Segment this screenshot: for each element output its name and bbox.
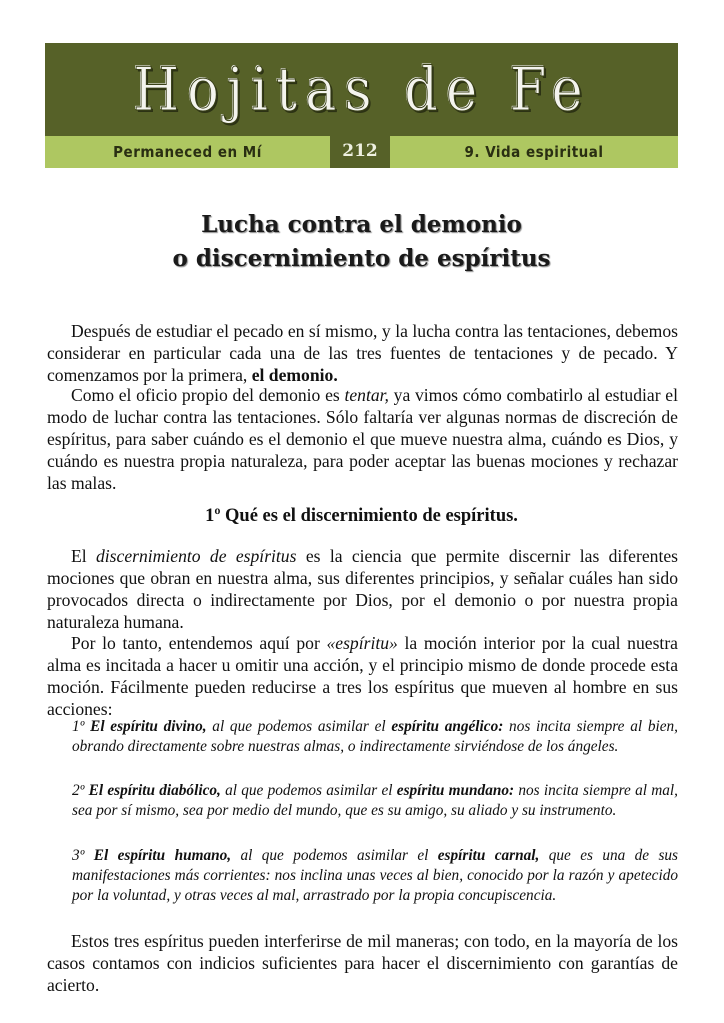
section-name: 9. Vida espiritual (464, 143, 604, 161)
list-term: El espíritu diabólico, (88, 782, 221, 799)
list-text: nos incita siempre al mal, sea por sí mismo, sea por medio del mundo, que es su amigo, su aliado y su instrumento. (72, 782, 679, 819)
emphasis-italic: discernimiento de espíritus (95, 546, 297, 566)
list-term: espíritu carnal, (437, 847, 540, 864)
issue-number: 212 (330, 134, 390, 168)
list-item (72, 781, 678, 821)
paragraph-5 (47, 930, 678, 996)
list-term: espíritu mundano: (396, 782, 515, 799)
paragraph-4 (47, 632, 678, 720)
list-text: al que podemos asimilar el (220, 782, 397, 799)
masthead-strip (45, 136, 678, 168)
masthead (45, 43, 678, 136)
title-line-1: Lucha contra el demonio (201, 211, 522, 238)
emphasis-italic: «espíritu» (326, 633, 398, 653)
paragraph-text: Estos tres espíritus pueden interferirse de mil maneras; con todo, en la mayoría de los casos contamos con indicios suficientes para hacer el discernimiento con garantías de acierto. (47, 931, 678, 995)
list-number: 2º (72, 782, 89, 799)
list-text: al que podemos asimilar el (231, 847, 438, 864)
paragraph-text: Después de estudiar el pecado en sí mismo, y la lucha contra las tentaciones, debemos considerar en particular cada una de las tres fuentes de tentaciones y de pecado. Y comenzamos por la primera, (47, 321, 678, 385)
paragraph-text: ya vimos cómo combatirlo al estudiar el modo de luchar contra las tentaciones. Sólo faltaría ver algunas normas de discreción de espíritus, para saber cuándo es el demonio el que mueve nuestra alma, cuándo es Dios, y cuándo es nuestra propia naturaleza, para poder aceptar las buenas mociones y rechazar las malas. (47, 385, 678, 493)
header-banner (45, 43, 678, 168)
section-heading: 1º Qué es el discernimiento de espíritus. (205, 506, 518, 526)
paragraph-1 (47, 320, 678, 386)
list-text: al que podemos asimilar el (206, 718, 392, 735)
paragraph-text: El (71, 546, 96, 566)
list-term: espíritu angélico: (391, 718, 504, 735)
list-text: que es una de sus manifestaciones más corrientes: nos inclina unas veces al bien, conocido por la razón y apetecido por la voluntad, y otras veces al mal, arrastrado por la propia concupiscencia. (72, 847, 679, 904)
list-text: nos incita siempre al bien, obrando directamente sobre nuestras almas, o indirectamente sirviéndose de los ángeles. (72, 718, 678, 755)
list-number: 1º (72, 718, 91, 735)
series-name: Permaneced en Mí (113, 143, 262, 161)
list-term: El espíritu humano, (93, 847, 232, 864)
list-item (72, 846, 678, 906)
paragraph-text: Por lo tanto, entendemos aquí por (71, 633, 327, 653)
list-item (72, 717, 678, 757)
title-line-2: o discernimiento de espíritus (172, 245, 551, 272)
paragraph-3 (47, 545, 678, 633)
paragraph-text: es la ciencia que permite discernir las diferentes mociones que obran en nuestra alma, sus diferentes principios, y señalar cuáles han sido provocados directa o indirectamente por Dios, por el demonio o por nuestra propia naturaleza humana. (47, 546, 678, 632)
publication-title: Hojitas de Fe (132, 54, 591, 125)
list-term: El espíritu divino, (90, 718, 207, 735)
emphasis-bold: el demonio. (251, 365, 338, 385)
emphasis-italic: tentar, (344, 385, 389, 405)
paragraph-text: Como el oficio propio del demonio es (71, 385, 345, 405)
article-title (45, 208, 678, 276)
list-number: 3º (72, 847, 94, 864)
paragraph-2 (47, 384, 678, 494)
paragraph-text: la moción interior por la cual nuestra alma es incitada a hacer u omitir una acción, y el principio mismo de donde procede esta moción. Fácilmente pueden reducirse a tres los espíritus que mueven al hombre en sus acciones: (47, 633, 678, 719)
